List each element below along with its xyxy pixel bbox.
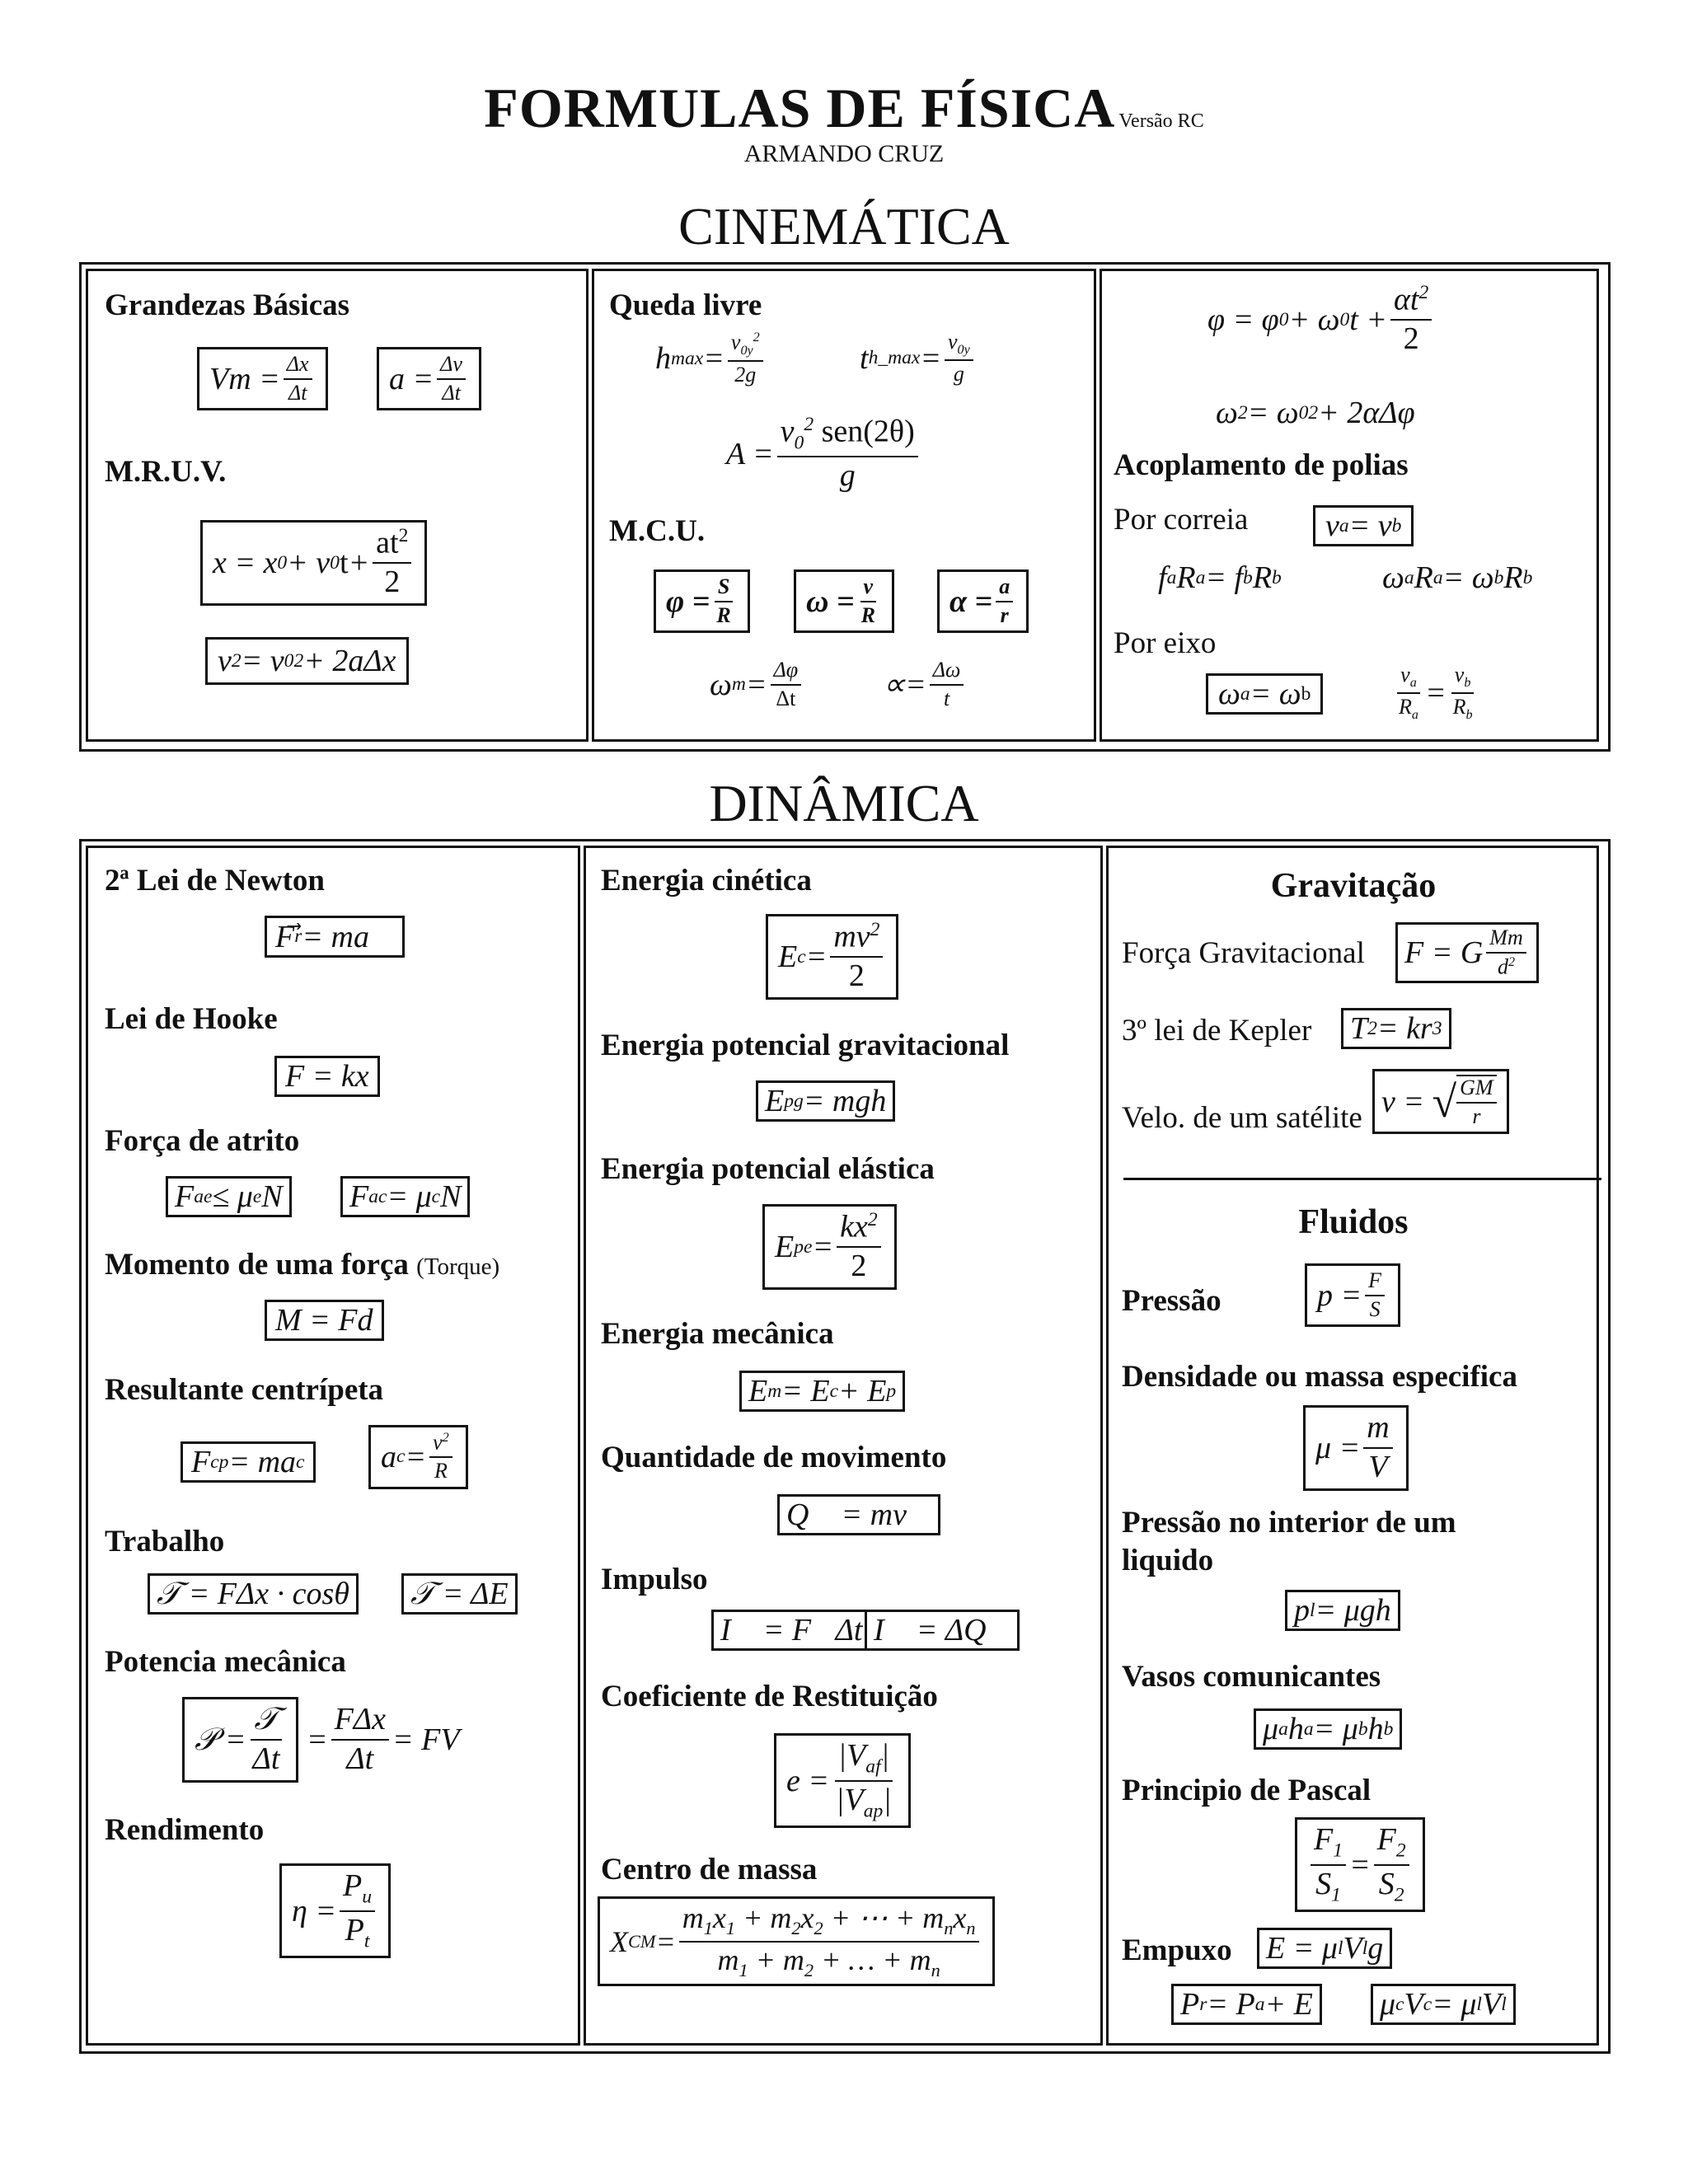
heading-restituicao: Coeficiente de Restituição xyxy=(601,1680,938,1713)
label-satelite: Velo. de um satélite xyxy=(1122,1101,1362,1135)
formula-forca-gravitacional: F = G $\frac{Mm}{d^2}$ xyxy=(1395,922,1539,983)
formula-atrito-cinetico: F ac = μ c N xyxy=(340,1176,470,1217)
formula-empuxo: E = μ l V l g xyxy=(1257,1928,1392,1969)
formula-centro-massa: X CM = $\frac{m_1x_1 + m_2x_2 + \cdots + m_nx_n}{m_1 + m_2 + \dots + m_n}$ xyxy=(598,1896,995,1986)
formula-posicao: x = x 0 + v 0 t + $\frac{at^2}{2}$ xyxy=(200,520,427,606)
heading-polias: Acoplamento de polias xyxy=(1114,448,1409,482)
torque-label: (Torque) xyxy=(416,1254,500,1280)
heading-mruv: M.R.U.V. xyxy=(105,455,227,489)
formula-rendimento: η = $\frac{P_u}{P_t}$ xyxy=(279,1863,391,1958)
formula-omega: ω = $\frac{v}{R}$ xyxy=(794,569,894,633)
heading-newton: 2ª Lei de Newton xyxy=(105,864,325,898)
formula-quantidade-movimento: Q⃗ = mv⃗ xyxy=(777,1494,940,1535)
label-forca-gravitacional: Força Gravitacional xyxy=(1122,936,1365,970)
heading-gravitacao: Gravitação xyxy=(1270,867,1437,905)
heading-rendimento: Rendimento xyxy=(105,1813,265,1847)
formula-flutuacao: μ c V c = μ l V l xyxy=(1371,1984,1516,2025)
formula-hooke: F = kx xyxy=(274,1056,380,1097)
version-label: Versão RC xyxy=(1118,110,1204,132)
formula-alcance: A = $\frac{v_0^2 sen(2\theta)}{g}$ xyxy=(726,415,921,494)
formula-energia-mecanica: E m = E c + E p xyxy=(739,1371,905,1412)
formula-pressao-liquido: p l = μgh xyxy=(1285,1590,1400,1631)
formula-momento: M = Fd xyxy=(265,1300,384,1341)
heading-pressao-liquido: Pressão no interior de um liquido xyxy=(1122,1506,1456,1578)
heading-vasos: Vasos comunicantes xyxy=(1122,1660,1381,1694)
formula-eixo: ω a = ω b xyxy=(1206,673,1323,715)
label-kepler: 3º lei de Kepler xyxy=(1122,1014,1312,1047)
formula-potencia: 𝒫 = $\frac{\text{𝒯}}{\Delta t}$ = $\frac{\text{FΔx}}{\Delta t}$ = FV xyxy=(182,1697,460,1783)
panel-energia xyxy=(584,846,1103,2046)
heading-grandezas: Grandezas Básicas xyxy=(105,288,350,322)
heading-impulso: Impulso xyxy=(601,1563,708,1596)
formula-torricelli-angular: ω 2 = ω 0 2 + 2αΔφ xyxy=(1216,396,1415,430)
heading-potencial-gravitacional: Energia potencial gravitacional xyxy=(601,1029,1010,1062)
section-cinematica-heading: CINEMÁTICA xyxy=(678,197,1010,255)
formula-vm: Vm = $\frac{\Delta x}{\Delta t}$ xyxy=(197,347,328,410)
formula-hmax: h max = $\frac{v_{0y}^2}{2g}$ xyxy=(655,330,767,387)
formula-densidade: μ = $\frac{m}{V}$ xyxy=(1303,1405,1409,1491)
panel-gravitacao-fluidos xyxy=(1106,846,1599,2046)
heading-densidade: Densidade ou massa especifica xyxy=(1122,1360,1517,1394)
formula-impulso: I⃗ = F⃗Δt xyxy=(711,1610,871,1651)
title-text: FORMULAS DE FÍSICA xyxy=(484,77,1116,139)
formula-forca-centripeta: F cp = ma c xyxy=(181,1441,316,1483)
heading-trabalho: Trabalho xyxy=(105,1525,225,1558)
section-dinamica-heading: DINÂMICA xyxy=(709,774,979,832)
label-por-correia: Por correia xyxy=(1114,503,1249,537)
formula-frequencia-raio: f a R a = f b R b xyxy=(1158,560,1282,595)
panel-queda-livre xyxy=(592,269,1096,742)
panel-grandezas xyxy=(86,269,588,742)
heading-potencial-elastica: Energia potencial elástica xyxy=(601,1152,935,1186)
heading-cinetica: Energia cinética xyxy=(601,864,812,898)
heading-potencia: Potencia mecânica xyxy=(105,1645,346,1679)
formula-trabalho-energia: 𝒯 = ΔE xyxy=(401,1573,518,1615)
formula-satelite: v = √ $\frac{GM}{r}$ xyxy=(1372,1069,1509,1134)
heading-empuxo: Empuxo xyxy=(1122,1933,1232,1967)
formula-atrito-estatico: F ae ≤ μ e N xyxy=(166,1176,292,1217)
formula-newton: F r = ma⃗ xyxy=(265,916,405,958)
formula-tmax: t h_max = $\frac{v_{0y}}{g}$ xyxy=(860,330,977,387)
heading-fluidos: Fluidos xyxy=(1298,1203,1409,1241)
formula-vasos: μ a h a = μ b h b xyxy=(1254,1708,1402,1750)
formula-alfa: α = $\frac{a}{r}$ xyxy=(937,569,1029,633)
heading-hooke: Lei de Hooke xyxy=(105,1002,278,1036)
formula-trabalho: 𝒯 = FΔx · cosθ xyxy=(148,1573,359,1615)
heading-queda-livre: Queda livre xyxy=(609,288,762,322)
panel-polias xyxy=(1100,269,1599,742)
formula-phi-tempo: φ = φ 0 + ω 0 t + $\frac{\alpha t^2}{2}$ xyxy=(1207,283,1435,357)
heading-pascal: Principio de Pascal xyxy=(1122,1774,1372,1807)
sen-term: sen(2θ) xyxy=(821,414,915,449)
formula-correia: v a = v b xyxy=(1313,505,1414,546)
divider-gravitacao-fluidos xyxy=(1123,1178,1601,1180)
formula-restituicao: e = $\frac{|V_{af}|}{|V_{ap}|}$ xyxy=(774,1733,911,1828)
page-title xyxy=(0,76,1688,141)
author-name: ARMANDO CRUZ xyxy=(743,140,945,167)
heading-quantidade-movimento: Quantidade de movimento xyxy=(601,1441,947,1474)
formula-omega-media: ω m = $\frac{\Delta\varphi}{\Delta t}$ xyxy=(710,658,804,710)
formula-pascal: $\frac{F_1}{S_1}$ = $\frac{F_2}{S_2}$ xyxy=(1295,1817,1425,1912)
formula-torricelli: v 2 = v 0 2 + 2aΔx xyxy=(205,637,409,685)
formula-potencial-elastica: E pe = $\frac{kx^2}{2}$ xyxy=(762,1204,897,1290)
formula-impulso-quantidade: I⃗ = ΔQ⃗ xyxy=(865,1610,1020,1651)
heading-pressao: Pressão xyxy=(1122,1284,1221,1318)
momento-label: Momento de uma força xyxy=(105,1248,409,1282)
heading-momento xyxy=(105,1247,499,1282)
heading-mecanica: Energia mecânica xyxy=(601,1317,834,1351)
label-por-eixo: Por eixo xyxy=(1114,626,1217,660)
formula-phi: φ = $\frac{S}{R}$ xyxy=(654,569,750,633)
formula-omega-raio: ω a R a = ω b R b xyxy=(1382,560,1533,595)
formula-potencial-gravitacional: E pg = mgh xyxy=(756,1080,895,1122)
panel-dinamica-left xyxy=(86,846,580,2046)
formula-peso-real: P r = P a + E xyxy=(1171,1984,1322,2025)
formula-kepler: T 2 = kr 3 xyxy=(1341,1008,1451,1049)
formula-acel-centripeta: a c = $\frac{v^2}{R}$ xyxy=(368,1425,468,1489)
heading-atrito: Força de atrito xyxy=(105,1124,300,1158)
heading-centro-massa: Centro de massa xyxy=(601,1853,818,1886)
formula-eixo-raio: $\frac{v_a}{R_a}$ = $\frac{v_b}{R_b}$ xyxy=(1399,663,1473,723)
heading-centripeta: Resultante centrípeta xyxy=(105,1373,384,1407)
formula-alfa-media: ∝= $\frac{\Delta\omega}{t}$ xyxy=(883,658,967,710)
formula-aceleracao: a = $\frac{\Delta v}{\Delta t}$ xyxy=(377,347,481,410)
heading-mcu: M.C.U. xyxy=(609,514,706,548)
formula-energia-cinetica: E c = $\frac{mv^2}{2}$ xyxy=(766,914,898,1000)
formula-pressao: p = $\frac{F}{S}$ xyxy=(1305,1263,1400,1327)
